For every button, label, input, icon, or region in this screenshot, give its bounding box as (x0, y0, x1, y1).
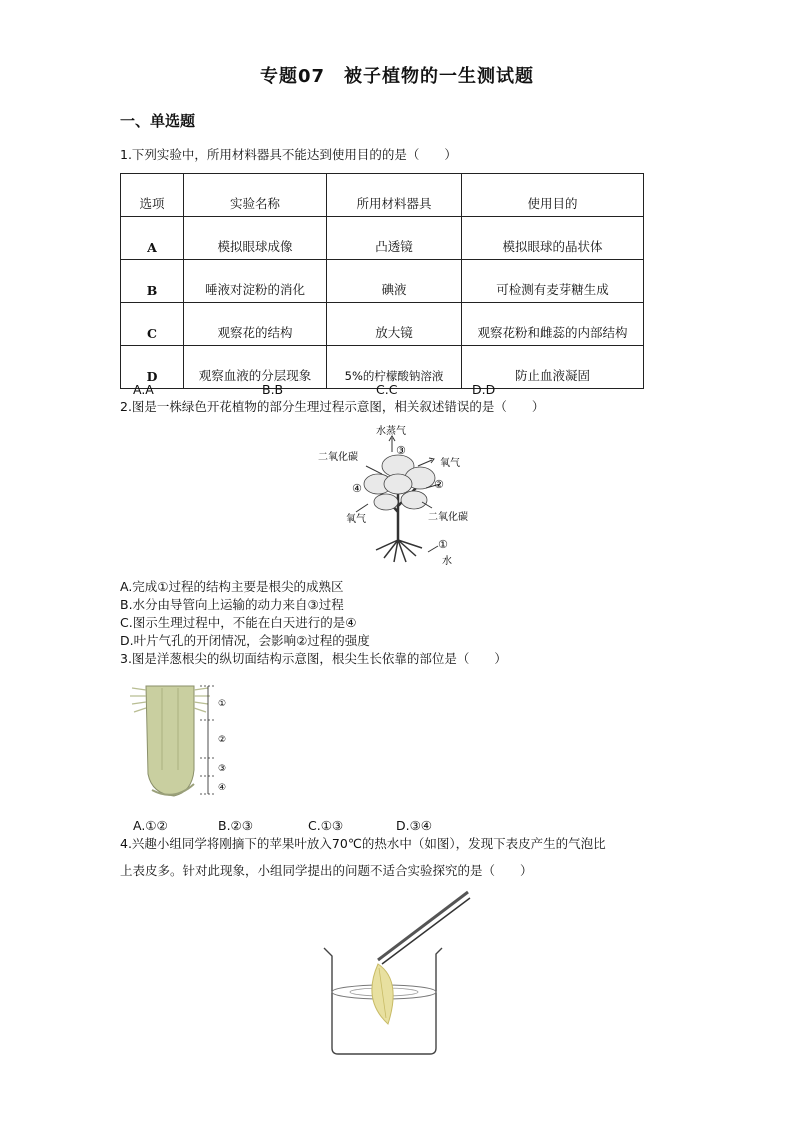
table-cell: 模拟眼球成像 (184, 217, 327, 260)
q1-choice-a[interactable]: A.A (133, 382, 154, 397)
table-cell: 放大镜 (327, 303, 462, 346)
q3-choice-a[interactable]: A.①② (133, 818, 168, 833)
root-label-4: ④ (218, 783, 227, 793)
table-cell: 观察花粉和雌蕊的内部结构 (462, 303, 644, 346)
figure-label-water: 水 (442, 556, 452, 567)
q1-stem: 1.下列实验中，所用材料器具不能达到使用目的的是（ ） (120, 147, 457, 162)
q4-stem-line2: 上表皮多。针对此现象，小组同学提出的问题不适合实验探究的是（ ） (120, 863, 533, 878)
table-cell: 使用目的 (462, 174, 644, 217)
figure-label-co2-bottom: 二氧化碳 (428, 512, 468, 523)
q3-stem: 3.图是洋葱根尖的纵切面结构示意图，根尖生长依靠的部位是（ ） (120, 651, 507, 666)
beaker-figure (318, 888, 478, 1058)
table-cell: 可检测有麦芽糖生成 (462, 260, 644, 303)
q1-choice-d[interactable]: D.D (472, 382, 496, 397)
table-cell: B (121, 260, 184, 303)
table-cell: 观察花的结构 (184, 303, 327, 346)
q4-stem-line1: 4.兴趣小组同学将刚摘下的苹果叶放入70℃的热水中（如图），发现下表皮产生的气泡比 (120, 836, 606, 851)
table-cell: 模拟眼球的晶状体 (462, 217, 644, 260)
table-row (121, 217, 644, 260)
table-cell: 选项 (121, 174, 184, 217)
table-row (121, 303, 644, 346)
q2-choice-b[interactable]: B.水分由导管向上运输的动力来自③过程 (120, 597, 344, 612)
table-row (121, 260, 644, 303)
q3-choice-b[interactable]: B.②③ (218, 818, 253, 833)
table-cell: 观察血液的分层现象 (184, 346, 327, 389)
table-cell: D (121, 346, 184, 389)
q2-choice-a[interactable]: A.完成①过程的结构主要是根尖的成熟区 (120, 579, 344, 594)
figure-num-3: ③ (396, 444, 406, 457)
q2-stem: 2.图是一株绿色开花植物的部分生理过程示意图，相关叙述错误的是（ ） (120, 399, 545, 414)
table-cell: 防止血液凝固 (462, 346, 644, 389)
q3-choice-c[interactable]: C.①③ (308, 818, 344, 833)
table-cell: 实验名称 (184, 174, 327, 217)
q1-choice-b[interactable]: B.B (262, 382, 284, 397)
figure-num-2: ② (434, 478, 444, 491)
root-tip-figure (128, 678, 242, 802)
table-cell: 唾液对淀粉的消化 (184, 260, 327, 303)
table-cell: C (121, 303, 184, 346)
figure-label-o2-top: 氧气 (440, 458, 460, 469)
table-cell: 5%的柠檬酸钠溶液 (327, 346, 462, 389)
figure-num-1: ① (438, 538, 448, 551)
root-label-1: ① (218, 699, 227, 709)
table-cell: 凸透镜 (327, 217, 462, 260)
root-label-2: ② (218, 735, 227, 745)
q2-choice-c[interactable]: C.图示生理过程中，不能在白天进行的是④ (120, 615, 357, 630)
q2-choice-d[interactable]: D.叶片气孔的开闭情况，会影响②过程的强度 (120, 633, 370, 648)
plant-process-figure (310, 422, 490, 570)
figure-label-co2-top: 二氧化碳 (318, 452, 358, 463)
table-cell: 所用材料器具 (327, 174, 462, 217)
table-cell: A (121, 217, 184, 260)
q1-table (120, 173, 644, 389)
figure-num-4: ④ (352, 482, 362, 495)
q1-choice-c[interactable]: C.C (376, 382, 398, 397)
q3-choice-d[interactable]: D.③④ (396, 818, 433, 833)
page-title: 专题07 被子植物的一生测试题 (259, 66, 535, 87)
table-header-row (121, 174, 644, 217)
figure-label-vapor: 水蒸气 (376, 426, 406, 437)
table-cell: 碘液 (327, 260, 462, 303)
figure-label-o2-bottom: 氧气 (346, 514, 366, 525)
section-heading: 一、单选题 (120, 112, 196, 130)
root-label-3: ③ (218, 764, 227, 774)
